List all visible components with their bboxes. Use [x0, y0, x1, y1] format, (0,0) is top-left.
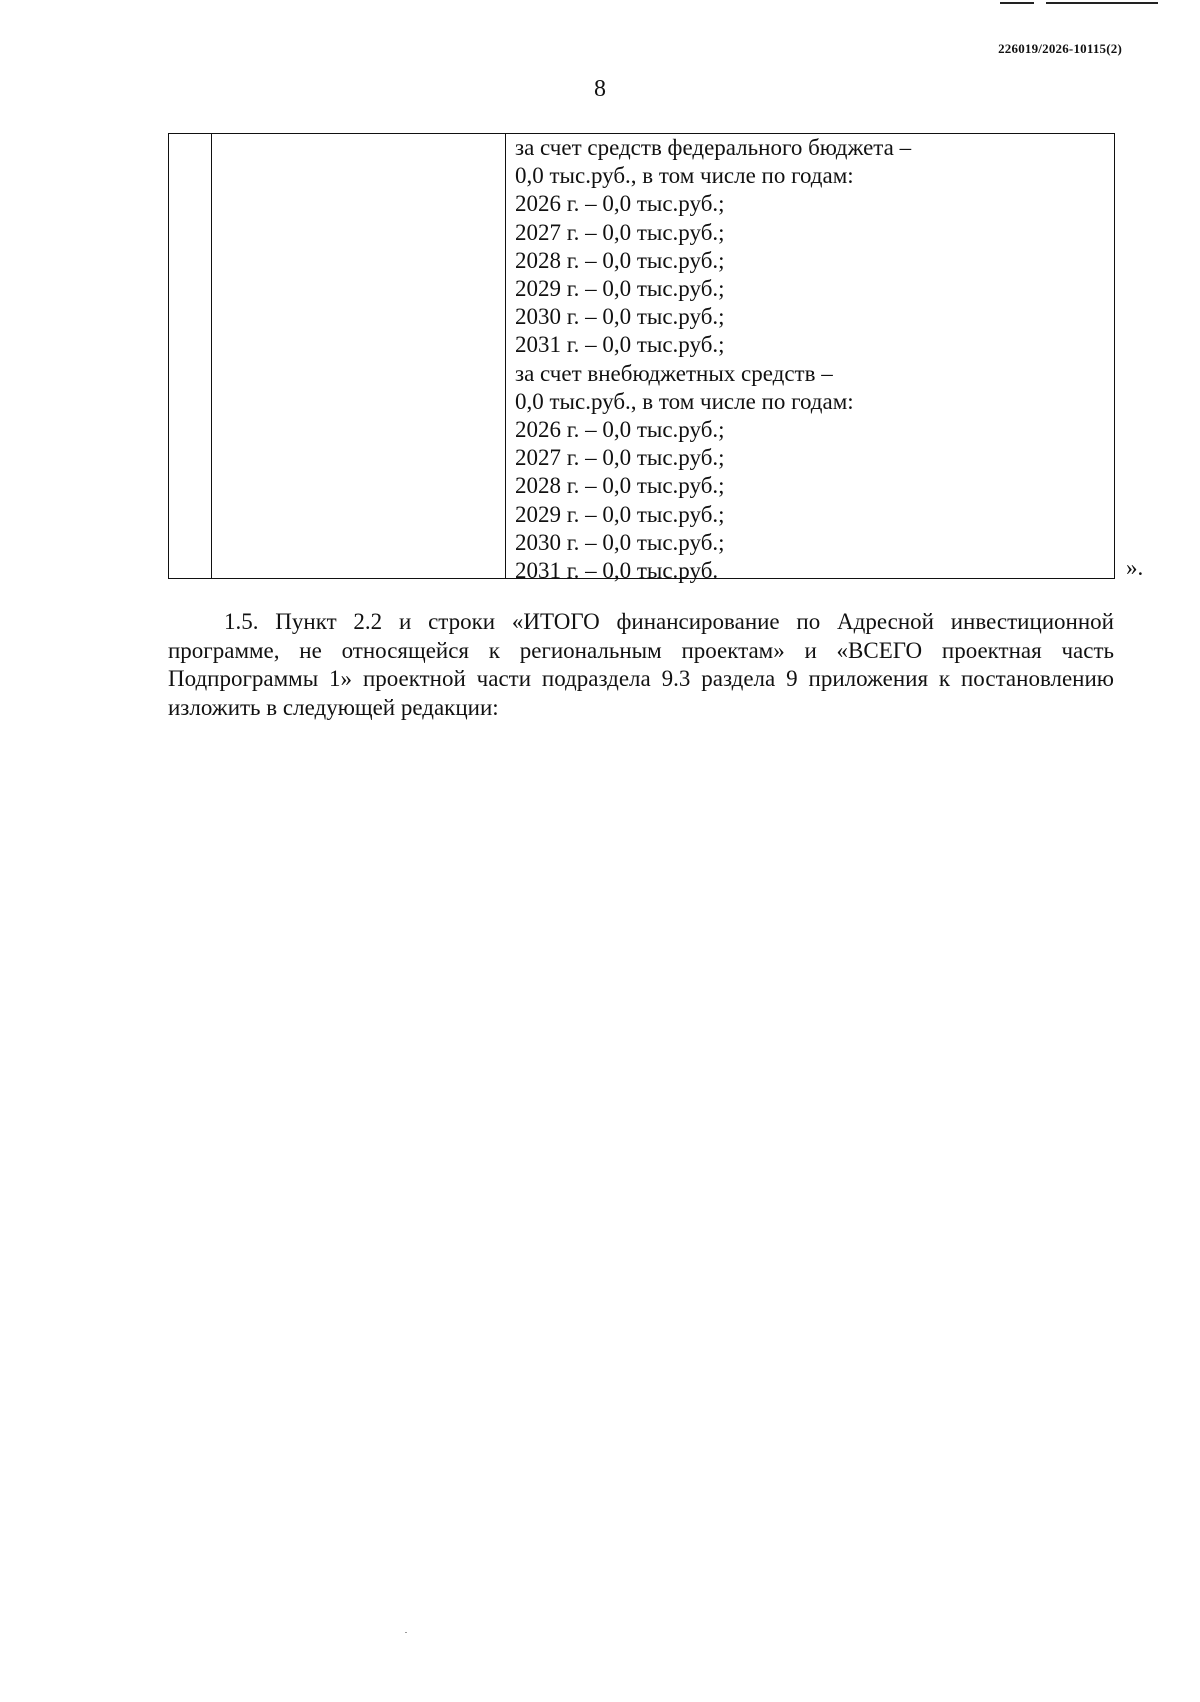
table-line: 2031 г. – 0,0 тыс.руб. [515, 558, 719, 584]
table-line: за счет средств федерального бюджета – [515, 135, 912, 160]
top-scan-rule-left [1000, 2, 1034, 4]
table-line: 2027 г. – 0,0 тыс.руб.; [515, 219, 725, 245]
top-scan-rule-right [1046, 2, 1158, 4]
table-line: 2026 г. – 0,0 тыс.руб.; [515, 191, 725, 217]
table-line: 2026 г. – 0,0 тыс.руб.; [515, 417, 725, 443]
table-line: 2028 г. – 0,0 тыс.руб.; [515, 473, 725, 499]
table-line: 2028 г. – 0,0 тыс.руб.; [515, 247, 725, 273]
table-line: 2030 г. – 0,0 тыс.руб.; [515, 529, 725, 555]
page-number: 8 [594, 76, 606, 102]
table-column-divider-1 [211, 134, 212, 578]
table-line: 2027 г. – 0,0 тыс.руб.; [515, 445, 725, 471]
table-line: 2029 г. – 0,0 тыс.руб.; [515, 501, 725, 527]
table-line: 2029 г. – 0,0 тыс.руб.; [515, 276, 725, 302]
table-line: 2031 г. – 0,0 тыс.руб.; [515, 332, 725, 358]
document-number: 226019/2026-10115(2) [998, 41, 1122, 56]
financing-cell [515, 134, 1105, 585]
table-line: 0,0 тыс.руб., в том числе по годам: [515, 163, 854, 189]
closing-quote: ». [1126, 555, 1144, 580]
table-line: за счет внебюджетных средств – [515, 360, 833, 386]
financing-table [168, 133, 1115, 584]
amendment-paragraph: 1.5. Пункт 2.2 и строки «ИТОГО финансирование по Адресной инвестиционной программе, не относящейся к региональным проектам» и «ВСЕГО проектная часть Подпрограммы 1» проектной части подраздела 9.3 раздела 9 приложения к постановлению изложить в следующей редакции: [168, 609, 1114, 720]
table-column-divider-2 [505, 134, 506, 578]
table-line: 0,0 тыс.руб., в том числе по годам: [515, 388, 854, 414]
table-line: 2030 г. – 0,0 тыс.руб.; [515, 304, 725, 330]
scan-speck [405, 1632, 407, 1633]
